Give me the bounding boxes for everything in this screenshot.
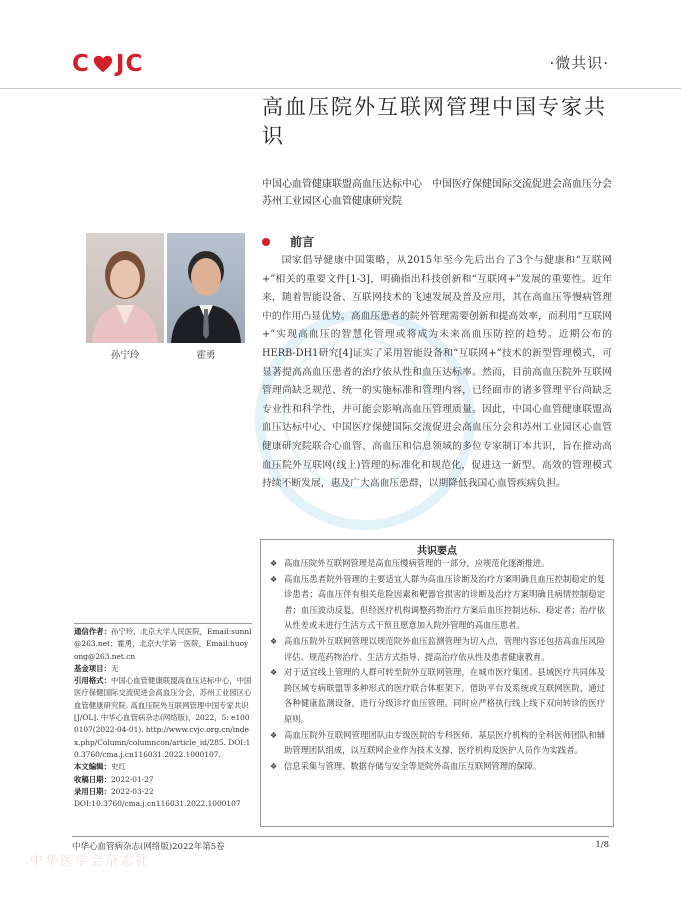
received-label: 收稿日期： <box>74 774 111 784</box>
key-point-text: 高血压患者院外管理的主要适宜人群为高血压诊断及治疗方案明确且血压控制稳定的复诊患者；高血压伴有相关危险因素和靶器官损害的诊断及治疗方案明确且病情控制稳定者；血压波动反复，但经医疗机构调整药物治疗方案后血压控制达标、稳定者；治疗依从性差或未进行生活方式干预且愿意加入院外管理的高血压患者。 <box>284 573 605 631</box>
key-point-text: 信息采集与管理、数据存储与安全等是院外高血压互联网管理的保障。 <box>284 760 542 771</box>
footer-journal: 中华心血管病杂志(网络版)2022年第5卷 <box>72 842 225 852</box>
author-photo-huo <box>167 233 245 343</box>
diamond-bullet-icon: ❖ <box>270 636 278 646</box>
key-point-item <box>270 759 605 775</box>
footer-divider <box>72 836 609 837</box>
funding-label: 基金项目： <box>74 663 111 673</box>
logo-text-jc: JC <box>115 51 144 77</box>
author-photo-sun <box>86 233 164 343</box>
received-date <box>74 774 252 786</box>
preface-body: 国家倡导健康中国策略，从2015年至今先后出台了3个与健康和“互联网+”相关的重要文件[1-3]，明确指出科技创新和“互联网+”发展的重要性。近年来，随着智能设备、互联网技术的飞速发展及普及应用，其在高血压等慢病管理中的作用凸显优势。高血压患者的院外管理需要创新和提高效率，而利用“互联网+”实现高血压的智慧化管理或将成为未来高血压防控的趋势。近期公布的HERB-DH1研究[4]证实了采用智能设备和“互联网+”技术的新型管理模式，可显著提高高血压患者的治疗依从性和血压达标率。然而，目前高血压院外互联网管理尚缺乏规范、统一的实施标准和管理内容，已经面市的诸多管理平台尚缺乏专业性和科学性，并可能会影响高血压管理质量。因此，中国心血管健康联盟高血压达标中心、中国医疗保健国际交流促进会高血压分会和苏州工业园区心血管健康研究院联合心血管、高血压和信息领域的多位专家制订本共识，旨在推动高血压院外互联网(线上)管理的标准化和规范化，促进这一新型、高效的管理模式持续不断发展，惠及广大高血压患群，以期降低我国心血管疾病负担。 <box>262 255 612 490</box>
article-authors: 中国心血管健康联盟高血压达标中心 中国医疗保健国际交流促进会高血压分会 苏州工业园区心血管健康研究院 <box>262 179 622 207</box>
info-divider <box>74 623 252 624</box>
accepted-label: 录用日期： <box>74 786 111 796</box>
accepted-date <box>74 786 252 798</box>
diamond-bullet-icon: ❖ <box>270 730 278 740</box>
received-value: 2022-01-27 <box>110 774 154 784</box>
key-point-text: 高血压院外互联网管理是高血压慢病管理的一部分，应规范化逐渐推进。 <box>284 558 550 568</box>
correspondence-label: 通信作者： <box>74 627 111 636</box>
funding <box>74 663 252 675</box>
doi: DOI:10.3760/cma.j.cn116031.2022.1000107 <box>74 799 241 809</box>
funding-value: 无 <box>110 663 119 673</box>
citation <box>74 675 252 761</box>
correspondence <box>74 626 252 663</box>
editor-value: 史红 <box>110 762 126 772</box>
editor <box>74 761 252 773</box>
diamond-bullet-icon: ❖ <box>270 574 278 584</box>
correspondence-value: 孙宁玲，北京大学人民医院，Email:sunnl@263.net；霍勇，北京大学第一医院，Email:huoyong@263.net.cn <box>74 627 252 661</box>
key-point-item <box>270 556 605 572</box>
photo-caption-sun: 孙宁玲 <box>110 350 140 361</box>
key-point-item <box>270 634 605 665</box>
diamond-bullet-icon: ❖ <box>270 668 278 678</box>
citation-label: 引用格式： <box>74 676 111 686</box>
article-title: 高血压院外互联网管理中国专家共识 <box>262 95 607 148</box>
diamond-bullet-icon: ❖ <box>270 559 278 568</box>
editor-label: 本文编辑： <box>74 762 111 772</box>
key-point-text: 高血压院外互联网管理以规范院外血压监测管理为切入点，管理内容还包括高血压风险评估、规范药物治疗、生活方式指导、提高治疗依从性及患者健康教育。 <box>284 635 605 662</box>
heart-icon <box>92 53 114 75</box>
key-point-text: 高血压院外互联网管理团队由专级医院的专科医师、基层医疗机构的全科医师团队和辅助管理团队组成，以互联网企业作为技术支撑，医疗机构及医护人员作为实践者。 <box>284 729 605 756</box>
journal-logo <box>72 52 143 76</box>
preface-heading: 前言 <box>290 235 315 249</box>
citation-value: 中国心血管健康联盟高血压达标中心，中国医疗保健国际交流促进会高血压分会，苏州工业园区心血管健康研究院. 高血压院外互联网管理中国专家共识[J/OL]. 中华心血管病杂志(网络版)，2022，5: e1000107(2022-04-01). http://www.cvjc.org.cn/index.php/Column/columncon/article_id/285. DOI:10.3760/cma.j.cn116031.2022.1000107. <box>74 676 252 759</box>
publisher-watermark: 中华医学会杂志社 <box>30 854 151 869</box>
logo-text-c: C <box>72 51 90 77</box>
key-point-text: 对于适宜线上管理的人群可转至院外互联网管理，在城市医疗集团、县域医疗共同体及跨区域专病联盟等多种形式的医疗联合体框架下，借助平台及系统或互联网医院，通过各种健康监测设备，进行分级诊疗血压管理。同时应严格执行线上线下双向转诊的医疗原则。 <box>284 667 605 724</box>
key-point-item <box>270 665 605 727</box>
key-point-item <box>270 572 605 634</box>
article-info <box>74 626 252 810</box>
header-divider <box>0 88 681 89</box>
page-number: 1/8 <box>595 840 609 850</box>
key-points-list <box>270 556 605 774</box>
accepted-value: 2022-03-22 <box>110 786 154 796</box>
diamond-bullet-icon: ❖ <box>270 761 278 771</box>
section-bullet-icon <box>262 238 270 246</box>
photo-caption-huo: 霍勇 <box>196 350 216 361</box>
key-points-title: 共识要点 <box>417 546 457 557</box>
key-point-item <box>270 728 605 759</box>
column-tag: ·微共识· <box>549 54 609 72</box>
